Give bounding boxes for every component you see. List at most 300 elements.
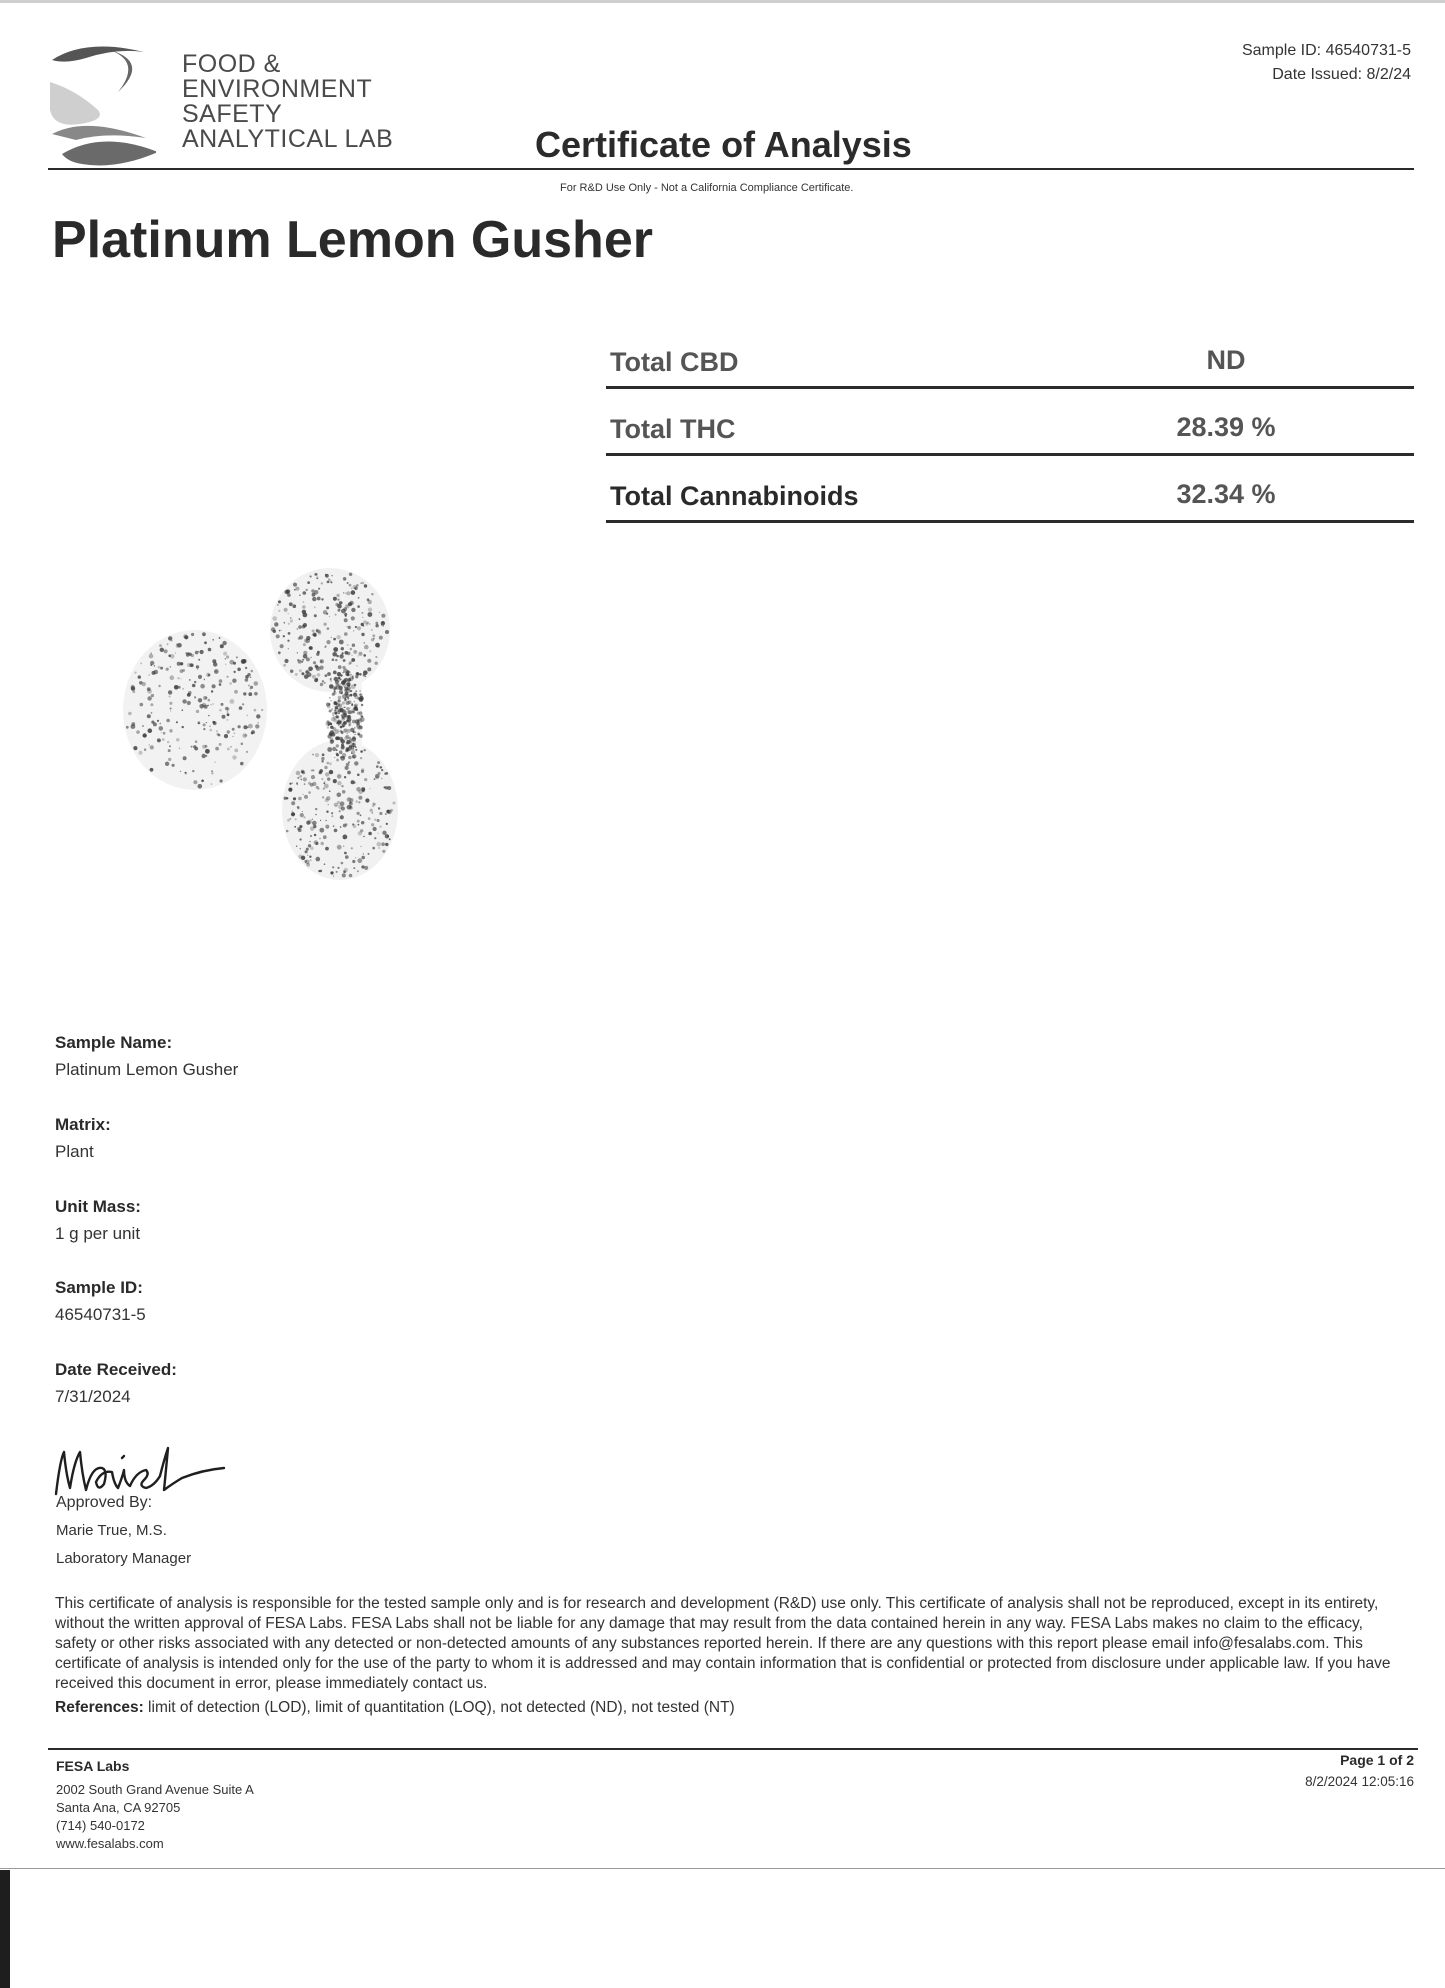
photo-grain-dot <box>351 737 356 742</box>
photo-grain-dot <box>329 790 331 792</box>
photo-grain-dot <box>326 613 328 615</box>
photo-grain-dot <box>306 848 309 851</box>
photo-grain-dot <box>359 725 362 728</box>
photo-grain-dot <box>140 703 144 707</box>
photo-grain-dot <box>331 575 332 576</box>
photo-grain-dot <box>340 708 343 711</box>
photo-grain-dot <box>290 617 292 619</box>
photo-grain-dot <box>371 638 374 641</box>
photo-grain-dot <box>306 589 308 591</box>
photo-grain-dot <box>314 614 317 617</box>
photo-grain-dot <box>355 734 356 735</box>
photo-grain-dot <box>319 838 321 840</box>
photo-grain-dot <box>347 710 351 714</box>
photo-grain-dot <box>343 721 347 725</box>
photo-grain-dot <box>308 782 311 785</box>
photo-grain-dot <box>182 688 184 690</box>
photo-grain-dot <box>219 637 221 639</box>
photo-grain-dot <box>355 675 358 678</box>
photo-grain-dot <box>323 782 325 784</box>
photo-grain-dot <box>234 732 236 734</box>
photo-grain-dot <box>368 817 371 820</box>
photo-grain-dot <box>168 749 171 752</box>
photo-grain-dot <box>289 602 293 606</box>
photo-grain-dot <box>194 681 196 683</box>
photo-grain-dot <box>353 748 355 750</box>
photo-grain-dot <box>333 779 337 783</box>
photo-grain-dot <box>294 818 296 820</box>
photo-grain-dot <box>277 604 278 605</box>
photo-grain-dot <box>301 779 302 780</box>
photo-grain-dot <box>210 704 211 705</box>
photo-grain-dot <box>333 825 335 827</box>
photo-grain-dot <box>162 738 165 741</box>
footer-timestamp: 8/2/2024 12:05:16 <box>1305 1774 1414 1789</box>
photo-grain-dot <box>288 648 289 649</box>
photo-grain-dot <box>324 863 326 865</box>
photo-grain-dot <box>304 639 308 643</box>
photo-grain-dot <box>358 831 362 835</box>
photo-grain-dot <box>361 623 364 626</box>
photo-grain-dot <box>279 630 281 632</box>
photo-grain-dot <box>302 659 304 661</box>
photo-grain-dot <box>170 708 172 710</box>
photo-grain-dot <box>168 758 171 761</box>
photo-grain-dot <box>372 634 375 637</box>
photo-grain-dot <box>241 743 244 746</box>
photo-grain-dot <box>193 780 197 784</box>
photo-grain-dot <box>183 634 187 638</box>
footer-company-name: FESA Labs <box>56 1758 130 1774</box>
photo-grain-dot <box>351 590 356 595</box>
photo-grain-dot <box>344 871 346 873</box>
photo-grain-dot <box>325 674 328 677</box>
photo-grain-dot <box>382 622 384 624</box>
photo-grain-dot <box>365 798 369 802</box>
photo-grain-dot <box>375 624 378 627</box>
photo-grain-dot <box>363 670 368 675</box>
photo-grain-dot <box>203 723 206 726</box>
photo-grain-dot <box>379 636 383 640</box>
photo-grain-dot <box>327 762 330 765</box>
photo-grain-dot <box>206 673 210 677</box>
signature-image <box>52 1440 232 1500</box>
photo-grain-dot <box>248 724 253 729</box>
photo-grain-dot <box>242 703 244 705</box>
photo-grain-dot <box>348 747 349 748</box>
photo-grain-dot <box>327 705 331 709</box>
photo-grain-dot <box>384 773 386 775</box>
photo-grain-dot <box>367 598 370 601</box>
photo-grain-dot <box>337 845 342 850</box>
photo-grain-dot <box>355 746 357 748</box>
photo-grain-dot <box>329 684 334 689</box>
photo-grain-dot <box>349 707 350 708</box>
photo-grain-dot <box>356 800 358 802</box>
photo-grain-dot <box>168 690 172 694</box>
photo-grain-dot <box>378 807 380 809</box>
photo-grain-dot <box>381 842 385 846</box>
photo-grain-dot <box>216 730 218 732</box>
photo-grain-dot <box>344 852 347 855</box>
photo-grain-dot <box>335 659 337 661</box>
photo-grain-dot <box>205 697 207 699</box>
lab-name <box>182 52 393 152</box>
photo-grain-dot <box>312 593 316 597</box>
photo-grain-dot <box>347 805 352 810</box>
photo-grain-dot <box>243 725 247 729</box>
photo-grain-dot <box>303 623 307 627</box>
photo-grain-dot <box>341 689 342 690</box>
photo-grain-dot <box>297 628 299 630</box>
photo-grain-dot <box>225 664 226 665</box>
photo-grain-dot <box>320 870 323 873</box>
photo-grain-dot <box>379 812 382 815</box>
photo-grain-dot <box>339 810 341 812</box>
photo-grain-dot <box>339 720 342 723</box>
photo-grain-dot <box>299 618 301 620</box>
photo-grain-dot <box>325 820 327 822</box>
photo-grain-dot <box>362 582 365 585</box>
photo-grain-dot <box>290 619 293 622</box>
photo-grain-dot <box>325 798 329 802</box>
photo-grain-dot <box>325 772 329 776</box>
photo-grain-dot <box>343 846 344 847</box>
photo-grain-dot <box>261 709 263 711</box>
photo-grain-dot <box>329 762 332 765</box>
photo-grain-dot <box>212 684 216 688</box>
photo-grain-dot <box>176 643 178 645</box>
photo-grain-dot <box>320 659 324 663</box>
photo-grain-dot <box>179 748 180 749</box>
photo-grain-dot <box>186 653 190 657</box>
sample-name-value: Platinum Lemon Gusher <box>55 1060 239 1079</box>
photo-grain-dot <box>331 717 335 721</box>
photo-grain-dot <box>326 606 329 609</box>
photo-grain-dot <box>334 691 336 693</box>
photo-grain-dot <box>364 584 367 587</box>
photo-grain-dot <box>180 771 181 772</box>
photo-grain-dot <box>329 616 330 617</box>
approver-name: Marie True, M.S. <box>56 1522 167 1539</box>
photo-grain-dot <box>349 584 352 587</box>
photo-grain-dot <box>149 674 150 675</box>
photo-grain-dot <box>333 671 337 675</box>
photo-grain-dot <box>360 846 362 848</box>
photo-grain-dot <box>292 782 294 784</box>
photo-grain-dot <box>257 722 259 724</box>
photo-grain-dot <box>357 812 360 815</box>
photo-grain-dot <box>342 683 346 687</box>
photo-grain-dot <box>330 738 333 741</box>
photo-grain-dot <box>385 630 389 634</box>
photo-grain-dot <box>366 622 369 625</box>
photo-grain-dot <box>167 643 169 645</box>
photo-grain-dot <box>354 705 357 708</box>
photo-grain-dot <box>325 847 329 851</box>
photo-grain-dot <box>360 582 362 584</box>
photo-grain-dot <box>169 696 171 698</box>
product-name: Platinum Lemon Gusher <box>52 211 653 269</box>
photo-grain-dot <box>345 604 349 608</box>
photo-grain-dot <box>242 733 246 737</box>
photo-grain-dot <box>170 675 175 680</box>
photo-grain-dot <box>331 581 333 583</box>
photo-grain-dot <box>234 671 236 673</box>
photo-grain-dot <box>379 612 380 613</box>
photo-grain-dot <box>372 806 373 807</box>
photo-grain-dot <box>234 749 238 753</box>
photo-grain-dot <box>377 833 378 834</box>
photo-grain-dot <box>364 642 365 643</box>
photo-grain-dot <box>128 712 132 716</box>
photo-grain-dot <box>324 781 325 782</box>
photo-grain-dot <box>190 664 194 668</box>
photo-grain-dot <box>377 819 380 822</box>
photo-grain-dot <box>142 682 146 686</box>
photo-grain-dot <box>338 724 340 726</box>
photo-grain-dot <box>361 633 364 636</box>
photo-grain-dot <box>232 679 236 683</box>
photo-grain-dot <box>219 743 222 746</box>
photo-grain-dot <box>303 777 307 781</box>
photo-grain-dot <box>311 775 315 779</box>
photo-grain-dot <box>300 848 301 849</box>
photo-grain-dot <box>298 625 302 629</box>
photo-grain-dot <box>182 669 185 672</box>
photo-grain-dot <box>344 579 345 580</box>
photo-grain-dot <box>310 847 313 850</box>
photo-grain-dot <box>337 598 339 600</box>
photo-grain-dot <box>337 774 342 779</box>
photo-grain-dot <box>381 624 383 626</box>
photo-grain-dot <box>227 730 230 733</box>
photo-grain-dot <box>294 589 296 591</box>
photo-grain-dot <box>310 835 312 837</box>
photo-grain-dot <box>308 667 313 672</box>
photo-grain-dot <box>361 865 364 868</box>
photo-grain-dot <box>250 676 252 678</box>
photo-grain-dot <box>368 612 373 617</box>
photo-grain-dot <box>248 692 252 696</box>
photo-grain-dot <box>352 710 355 713</box>
unit-mass-label: Unit Mass: <box>55 1197 141 1216</box>
photo-grain-dot <box>220 779 223 782</box>
photo-grain-dot <box>352 823 354 825</box>
photo-grain-dot <box>204 641 207 644</box>
photo-grain-dot <box>312 675 316 679</box>
photo-grain-dot <box>340 683 341 684</box>
photo-grain-dot <box>200 650 204 654</box>
photo-grain-dot <box>312 597 316 601</box>
photo-grain-dot <box>348 698 350 700</box>
photo-grain-dot <box>336 683 339 686</box>
photo-grain-dot <box>289 783 291 785</box>
photo-grain-dot <box>325 574 327 576</box>
photo-grain-dot <box>377 761 380 764</box>
photo-grain-dot <box>328 804 330 806</box>
photo-grain-dot <box>287 640 289 642</box>
photo-grain-dot <box>315 753 319 757</box>
photo-grain-dot <box>207 705 209 707</box>
photo-grain-dot <box>330 680 332 682</box>
photo-grain-dot <box>371 823 374 826</box>
header-date-issued <box>1272 66 1411 84</box>
photo-grain-dot <box>224 734 228 738</box>
photo-grain-dot <box>387 810 388 811</box>
photo-grain-dot <box>197 669 198 670</box>
photo-grain-dot <box>295 673 298 676</box>
photo-grain-dot <box>333 638 336 641</box>
photo-grain-dot <box>218 734 221 737</box>
photo-grain-dot <box>324 646 326 648</box>
photo-grain-dot <box>288 788 292 792</box>
photo-grain-dot <box>211 770 213 772</box>
photo-grain-dot <box>372 812 374 814</box>
photo-grain-dot <box>327 627 330 630</box>
photo-grain-dot <box>208 715 210 717</box>
photo-grain-dot <box>310 826 314 830</box>
photo-grain-dot <box>327 726 330 729</box>
photo-grain-dot <box>385 843 388 846</box>
summary-value-cbd: ND <box>1206 345 1246 375</box>
photo-grain-dot <box>329 710 332 713</box>
photo-grain-dot <box>360 717 365 722</box>
photo-grain-dot <box>195 740 198 743</box>
photo-grain-dot <box>356 722 360 726</box>
photo-grain-dot <box>306 821 310 825</box>
photo-grain-dot <box>211 690 213 692</box>
photo-grain-dot <box>151 653 152 654</box>
photo-grain-dot <box>238 725 241 728</box>
photo-grain-dot <box>331 815 333 817</box>
photo-grain-dot <box>254 692 258 696</box>
photo-grain-dot <box>159 644 162 647</box>
photo-grain-dot <box>324 784 329 789</box>
photo-grain-dot <box>241 659 246 664</box>
photo-grain-dot <box>182 726 184 728</box>
photo-grain-dot <box>316 631 318 633</box>
photo-grain-dot <box>316 666 321 671</box>
photo-grain-dot <box>324 623 327 626</box>
photo-grain-dot <box>131 686 135 690</box>
photo-grain-dot <box>192 684 196 688</box>
photo-grain-dot <box>333 706 334 707</box>
photo-grain-dot <box>314 834 316 836</box>
photo-grain-dot <box>196 665 199 668</box>
photo-grain-dot <box>222 641 226 645</box>
lab-name-line-3: SAFETY <box>182 100 283 128</box>
photo-grain-dot <box>341 647 344 650</box>
photo-grain-dot <box>314 573 316 575</box>
photo-grain-dot <box>374 819 376 821</box>
photo-grain-dot <box>347 729 351 733</box>
photo-grain-dot <box>347 674 349 676</box>
photo-grain-dot <box>290 670 293 673</box>
photo-grain-dot <box>338 665 342 669</box>
photo-grain-dot <box>365 676 367 678</box>
photo-grain-dot <box>347 644 349 646</box>
photo-grain-dot <box>359 712 363 716</box>
rd-use-note: For R&D Use Only - Not a California Compliance Certificate. <box>560 182 854 194</box>
photo-grain-dot <box>187 693 191 697</box>
photo-grain-dot <box>283 664 286 667</box>
photo-grain-dot <box>214 761 216 763</box>
photo-grain-dot <box>339 750 343 754</box>
photo-grain-dot <box>351 616 355 620</box>
fesa-logo-icon <box>46 40 156 175</box>
photo-grain-dot <box>344 689 348 693</box>
photo-grain-dot <box>376 765 379 768</box>
photo-grain-dot <box>368 832 372 836</box>
photo-grain-dot <box>202 632 206 636</box>
photo-grain-dot <box>355 626 357 628</box>
photo-grain-dot <box>333 875 334 876</box>
photo-grain-dot <box>180 662 183 665</box>
photo-grain-dot <box>364 645 369 650</box>
photo-grain-dot <box>316 786 319 789</box>
photo-grain-dot <box>352 860 355 863</box>
photo-grain-dot <box>134 672 136 674</box>
photo-grain-dot <box>351 658 355 662</box>
photo-grain-dot <box>150 664 152 666</box>
photo-grain-dot <box>338 699 341 702</box>
photo-grain-dot <box>336 759 339 762</box>
header-date-issued-label: Date Issued: <box>1272 66 1363 83</box>
photo-grain-dot <box>143 733 147 737</box>
photo-grain-dot <box>133 746 137 750</box>
photo-grain-dot <box>240 762 244 766</box>
photo-grain-dot <box>337 793 342 798</box>
photo-grain-dot <box>336 871 338 873</box>
photo-grain-dot <box>300 838 302 840</box>
photo-grain-dot <box>339 640 344 645</box>
photo-grain-dot <box>313 633 317 637</box>
photo-grain-dot <box>339 654 343 658</box>
photo-grain-dot <box>290 818 292 820</box>
photo-grain-dot <box>212 703 214 705</box>
photo-grain-dot <box>307 855 309 857</box>
photo-grain-dot <box>309 841 311 843</box>
summary-label-total-cannabinoids: Total Cannabinoids <box>610 481 859 511</box>
photo-grain-dot <box>331 812 333 814</box>
photo-grain-dot <box>342 702 345 705</box>
photo-grain-dot <box>300 813 304 817</box>
photo-grain-dot <box>357 858 362 863</box>
references-text: limit of detection (LOD), limit of quantitation (LOQ), not detected (ND), not tested (NT) <box>143 1699 735 1716</box>
photo-grain-dot <box>336 753 339 756</box>
photo-grain-dot <box>139 751 143 755</box>
photo-grain-dot <box>316 857 321 862</box>
photo-grain-dot <box>350 648 353 651</box>
photo-grain-dot <box>363 853 364 854</box>
footer-address-line-2: Santa Ana, CA 92705 <box>56 1800 181 1815</box>
photo-grain-dot <box>176 721 178 723</box>
photo-grain-dot <box>250 686 253 689</box>
photo-grain-dot <box>345 855 349 859</box>
sample-id-value: 46540731-5 <box>55 1305 146 1324</box>
bud-left-image <box>123 630 267 790</box>
photo-grain-dot <box>246 751 248 753</box>
date-received-value: 7/31/2024 <box>55 1387 131 1406</box>
photo-grain-dot <box>255 724 259 728</box>
photo-grain-dot <box>336 715 339 718</box>
photo-grain-dot <box>222 715 226 719</box>
photo-grain-dot <box>202 754 206 758</box>
photo-grain-dot <box>327 747 332 752</box>
photo-grain-dot <box>299 775 302 778</box>
photo-grain-dot <box>243 692 246 695</box>
